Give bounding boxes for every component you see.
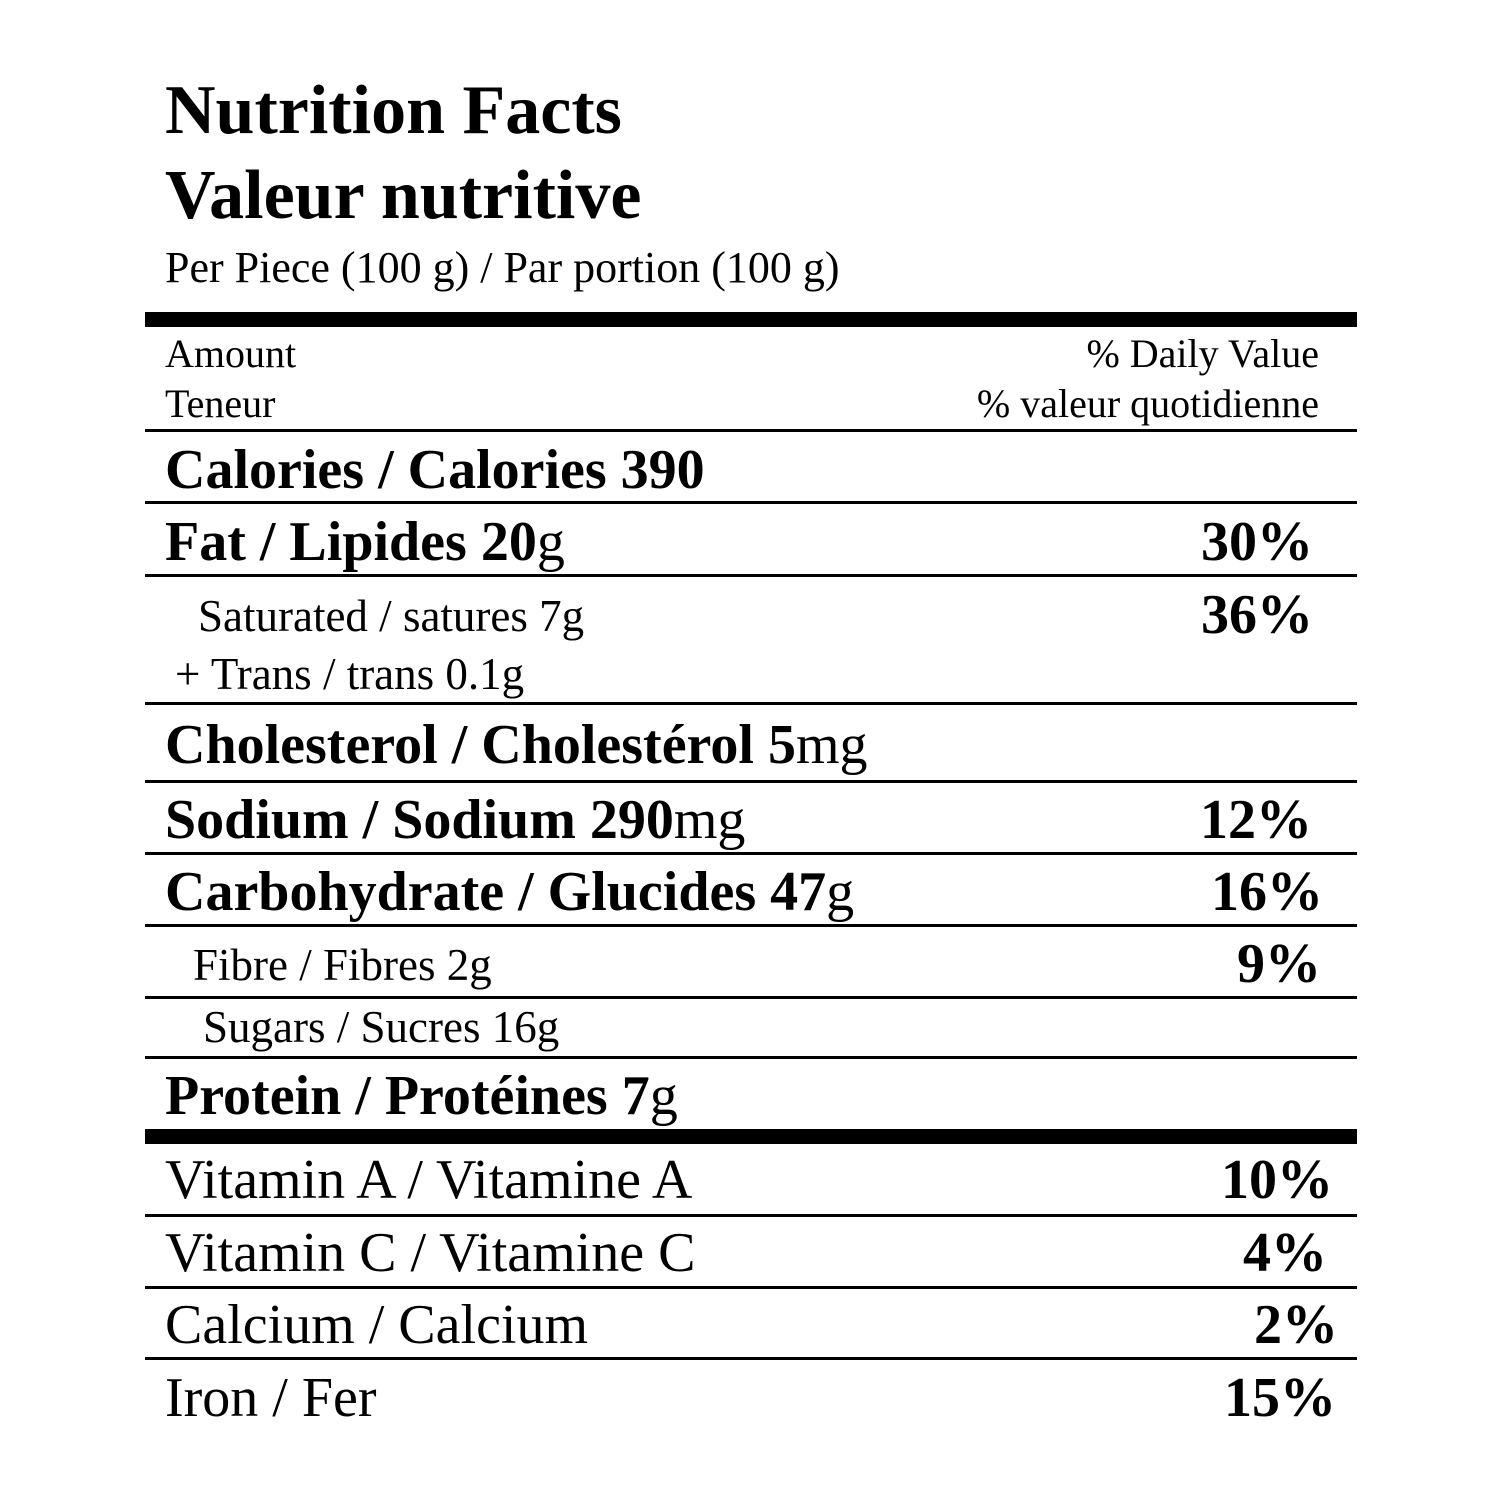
sodium-label: Sodium / Sodium 290 xyxy=(165,789,674,851)
calories-row: Calories / Calories 390 xyxy=(165,439,705,501)
divider xyxy=(145,1357,1357,1360)
fat-unit: g xyxy=(536,511,565,573)
amount-header-english: Amount xyxy=(165,331,297,376)
vitamin-a-row: Vitamin A / Vitamine A xyxy=(165,1149,693,1211)
title-english: Nutrition Facts xyxy=(165,72,622,149)
vitamin-c-row: Vitamin C / Vitamine C xyxy=(165,1222,696,1284)
vitamin-a-daily-value: 10% xyxy=(1221,1149,1333,1211)
saturated-fat-row: Saturated / satures 7g xyxy=(198,591,585,641)
iron-daily-value: 15% xyxy=(1224,1367,1336,1429)
vitamin-c-daily-value: 4% xyxy=(1243,1222,1327,1284)
carbohydrate-row xyxy=(165,861,855,923)
daily-value-header-english: % Daily Value xyxy=(1086,331,1319,376)
sugars-row: Sugars / Sucres 16g xyxy=(203,1002,560,1052)
nutrition-facts-label xyxy=(145,0,1357,1500)
protein-row xyxy=(165,1065,678,1127)
thick-divider-top xyxy=(145,312,1357,327)
saturated-fat-daily-value: 36% xyxy=(1201,584,1313,646)
cholesterol-unit: mg xyxy=(795,714,868,776)
divider xyxy=(145,501,1357,504)
divider xyxy=(145,1286,1357,1289)
amount-header-french: Teneur xyxy=(165,381,276,426)
thick-divider-bottom xyxy=(145,1129,1357,1144)
divider xyxy=(145,702,1357,705)
divider xyxy=(145,996,1357,999)
serving-size: Per Piece (100 g) / Par portion (100 g) xyxy=(165,243,840,292)
divider xyxy=(145,924,1357,927)
fat-row xyxy=(165,511,565,573)
divider xyxy=(145,780,1357,783)
divider xyxy=(145,574,1357,577)
carbohydrate-unit: g xyxy=(826,861,855,923)
calcium-daily-value: 2% xyxy=(1254,1294,1338,1356)
divider xyxy=(145,1214,1357,1217)
trans-fat-row: + Trans / trans 0.1g xyxy=(175,649,525,699)
fibre-row: Fibre / Fibres 2g xyxy=(193,940,492,990)
divider xyxy=(145,429,1357,432)
daily-value-header-french: % valeur quotidienne xyxy=(976,381,1319,426)
divider xyxy=(145,852,1357,855)
iron-row: Iron / Fer xyxy=(165,1367,377,1429)
sodium-daily-value: 12% xyxy=(1200,789,1312,851)
cholesterol-row xyxy=(165,714,868,776)
protein-unit: g xyxy=(649,1065,678,1127)
protein-label: Protein / Protéines 7 xyxy=(165,1065,650,1127)
calcium-row: Calcium / Calcium xyxy=(165,1294,589,1356)
fat-daily-value: 30% xyxy=(1201,511,1313,573)
fibre-daily-value: 9% xyxy=(1237,933,1321,995)
carbohydrate-daily-value: 16% xyxy=(1211,861,1323,923)
sodium-unit: mg xyxy=(673,789,746,851)
title-french: Valeur nutritive xyxy=(165,157,642,234)
fat-label: Fat / Lipides 20 xyxy=(165,511,537,573)
cholesterol-label: Cholesterol / Cholestérol 5 xyxy=(165,714,796,776)
divider xyxy=(145,1056,1357,1059)
sodium-row xyxy=(165,789,746,851)
carbohydrate-label: Carbohydrate / Glucides 47 xyxy=(165,861,827,923)
